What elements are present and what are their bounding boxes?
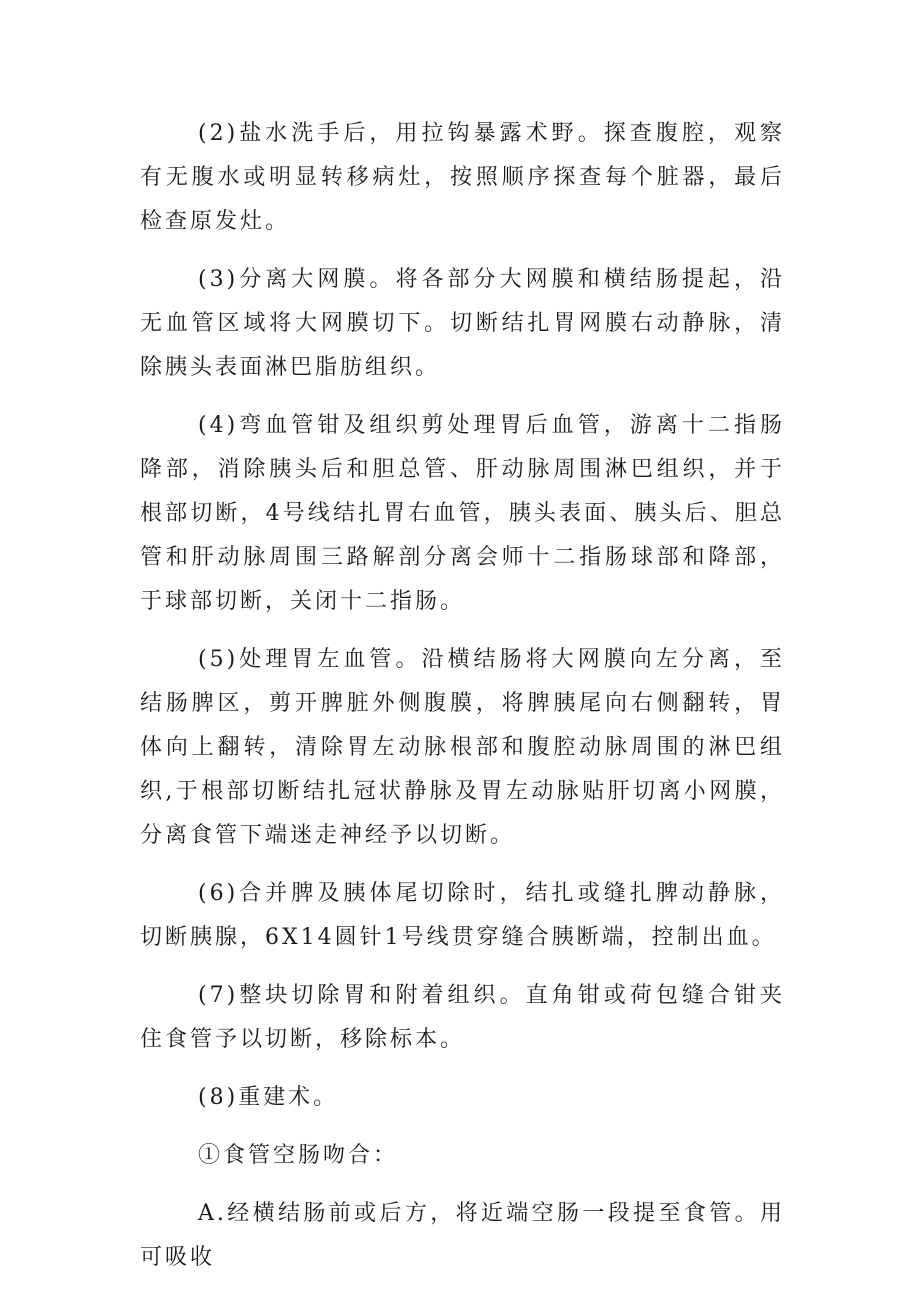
paragraph-step-8: (8)重建术。 (198, 1085, 339, 1110)
paragraph-substep-a: A.经横结肠前或后方，将近端空肠一段提至食管。用可吸收 (140, 1201, 785, 1270)
paragraph-step-5: (5)处理胃左血管。沿横结肠将大网膜向左分离，至结肠脾区，剪开脾脏外侧腹膜，将脾胰尾向右侧翻转，胃体向上翻转，清除胃左动脉根部和腹腔动脉周围的淋巴组织,于根部切断结扎冠状静脉及胃左动脉贴肝切离小网膜，分离食管下端迷走神经予以切断。 (140, 647, 785, 848)
paragraph-substep-1: ①食管空肠吻合： (198, 1143, 399, 1168)
paragraph-step-2: (2)盐水洗手后，用拉钩暴露术野。探查腹腔，观察有无腹水或明显转移病灶，按照顺序探查每个脏器，最后检查原发灶。 (140, 121, 785, 234)
paragraph-step-6: (6)合并脾及胰体尾切除时，结扎或缝扎脾动静脉，切断胰腺，6X14圆针1号线贯穿缝合胰断端，控制出血。 (140, 881, 785, 950)
document-body (140, 112, 785, 1294)
paragraph-step-3: (3)分离大网膜。将各部分大网膜和横结肠提起，沿无血管区域将大网膜切下。切断结扎胃网膜右动静脉，清除胰头表面淋巴脂肪组织。 (140, 267, 785, 380)
paragraph-step-4: (4)弯血管钳及组织剪处理胃后血管，游离十二指肠降部，消除胰头后和胆总管、肝动脉周围淋巴组织，并于根部切断，4号线结扎胃右血管，胰头表面、胰头后、胆总管和肝动脉周围三路解剖分离会师十二指肠球部和降部，于球部切断，关闭十二指肠。 (140, 413, 785, 614)
paragraph-step-7: (7)整块切除胃和附着组织。直角钳或荷包缝合钳夹住食管予以切断，移除标本。 (140, 983, 785, 1052)
